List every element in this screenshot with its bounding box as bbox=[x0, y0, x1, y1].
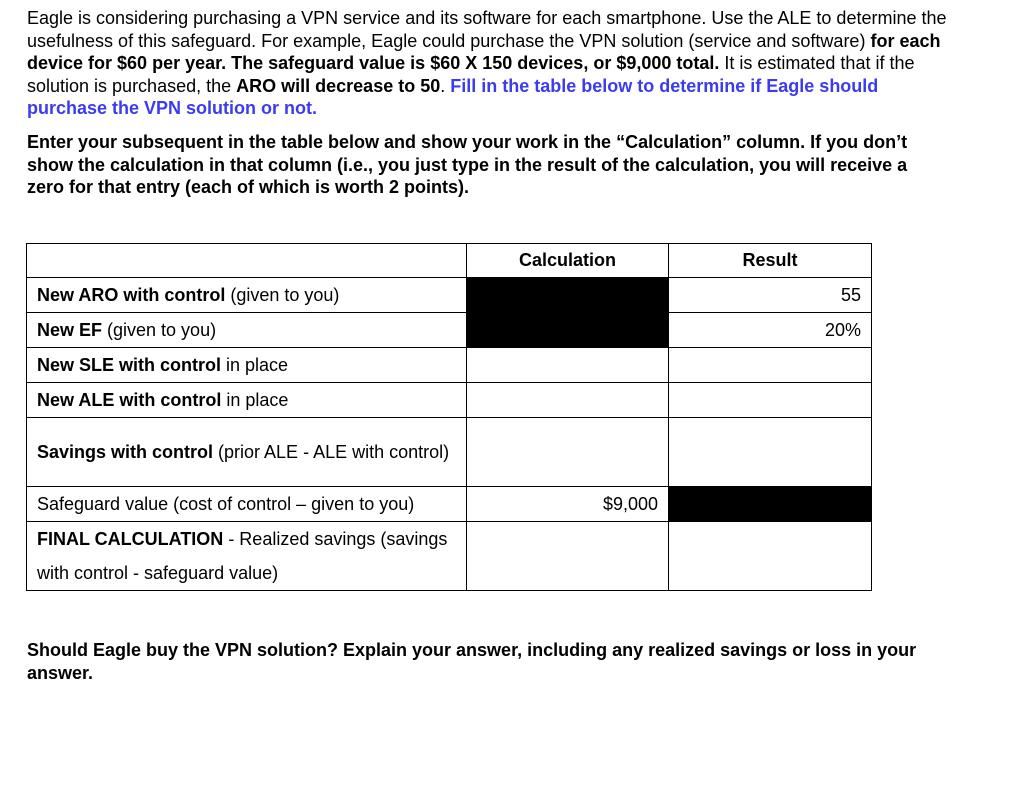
calculation-table bbox=[26, 243, 872, 591]
intro-task: Fill in the table below to determine if Eagle should purchase the VPN solution or not. bbox=[27, 75, 879, 118]
row-label bbox=[27, 522, 467, 591]
result-cell-blocked bbox=[669, 487, 872, 522]
intro-paragraph bbox=[27, 7, 947, 120]
row-label-rest: (prior ALE - ALE with control) bbox=[213, 442, 450, 462]
row-label-bold: New EF bbox=[37, 320, 103, 340]
row-label bbox=[27, 278, 467, 313]
row-label bbox=[27, 383, 467, 418]
header-result: Result bbox=[669, 244, 872, 278]
table-row bbox=[27, 313, 872, 348]
calc-cell[interactable] bbox=[467, 348, 669, 383]
table-row bbox=[27, 487, 872, 522]
row-label-rest: - Realized savings (savings with control - safeguard value) bbox=[37, 529, 448, 583]
result-cell[interactable] bbox=[669, 418, 872, 487]
row-label-rest: in place bbox=[221, 355, 289, 375]
row-label-rest: (given to you) bbox=[102, 320, 217, 340]
row-label-rest: Safeguard value (cost of control – given to you) bbox=[37, 494, 415, 514]
instructions-paragraph: Enter your subsequent in the table below and show your work in the “Calculation” column. If you don’t show the calculation in that column (i.e., you just type in the result of the calculation, you will receive a zero for that entry (each of which is worth 2 points). bbox=[27, 132, 908, 197]
row-label-bold: New ALE with control bbox=[37, 390, 222, 410]
row-label-bold: FINAL CALCULATION bbox=[37, 529, 224, 549]
question-paragraph: Should Eagle buy the VPN solution? Explain your answer, including any realized savings or loss in your answer. bbox=[27, 640, 917, 683]
calc-cell-blocked bbox=[467, 313, 669, 348]
intro-text-1: Eagle is considering purchasing a VPN service and its software for each smartphone. Use the ALE to determine the usefulness of this safeguard. For example, Eagle could purchase the VPN solution (service and software) bbox=[27, 8, 947, 51]
table-row bbox=[27, 522, 872, 591]
row-label bbox=[27, 418, 467, 487]
intro-text-2: It is estimated that if the solution is purchased, the bbox=[27, 53, 915, 96]
row-label-bold: New ARO with control bbox=[37, 285, 226, 305]
row-label bbox=[27, 487, 467, 522]
calc-cell-blocked bbox=[467, 278, 669, 313]
intro-aro-detail: ARO will decrease to 50 bbox=[236, 75, 441, 96]
row-label-rest: (given to you) bbox=[225, 285, 340, 305]
result-cell[interactable]: 55 bbox=[669, 278, 872, 313]
table-row bbox=[27, 278, 872, 313]
result-cell[interactable]: 20% bbox=[669, 313, 872, 348]
row-label bbox=[27, 313, 467, 348]
calc-cell[interactable] bbox=[467, 383, 669, 418]
table-row bbox=[27, 418, 872, 487]
intro-text-3: . bbox=[440, 75, 451, 96]
calc-cell[interactable] bbox=[467, 418, 669, 487]
calc-cell[interactable]: $9,000 bbox=[467, 487, 669, 522]
result-cell[interactable] bbox=[669, 522, 872, 591]
result-cell[interactable] bbox=[669, 348, 872, 383]
calc-cell[interactable] bbox=[467, 522, 669, 591]
row-label bbox=[27, 348, 467, 383]
row-label-rest: in place bbox=[221, 390, 289, 410]
result-cell[interactable] bbox=[669, 383, 872, 418]
table-row bbox=[27, 348, 872, 383]
header-calculation: Calculation bbox=[467, 244, 669, 278]
row-label-bold: Savings with control bbox=[37, 442, 214, 462]
header-label bbox=[27, 244, 467, 278]
row-label-bold: New SLE with control bbox=[37, 355, 222, 375]
table-row bbox=[27, 383, 872, 418]
intro-cost-detail: for each device for $60 per year. The safeguard value is $60 X 150 devices, or $9,000 total. bbox=[27, 30, 941, 73]
